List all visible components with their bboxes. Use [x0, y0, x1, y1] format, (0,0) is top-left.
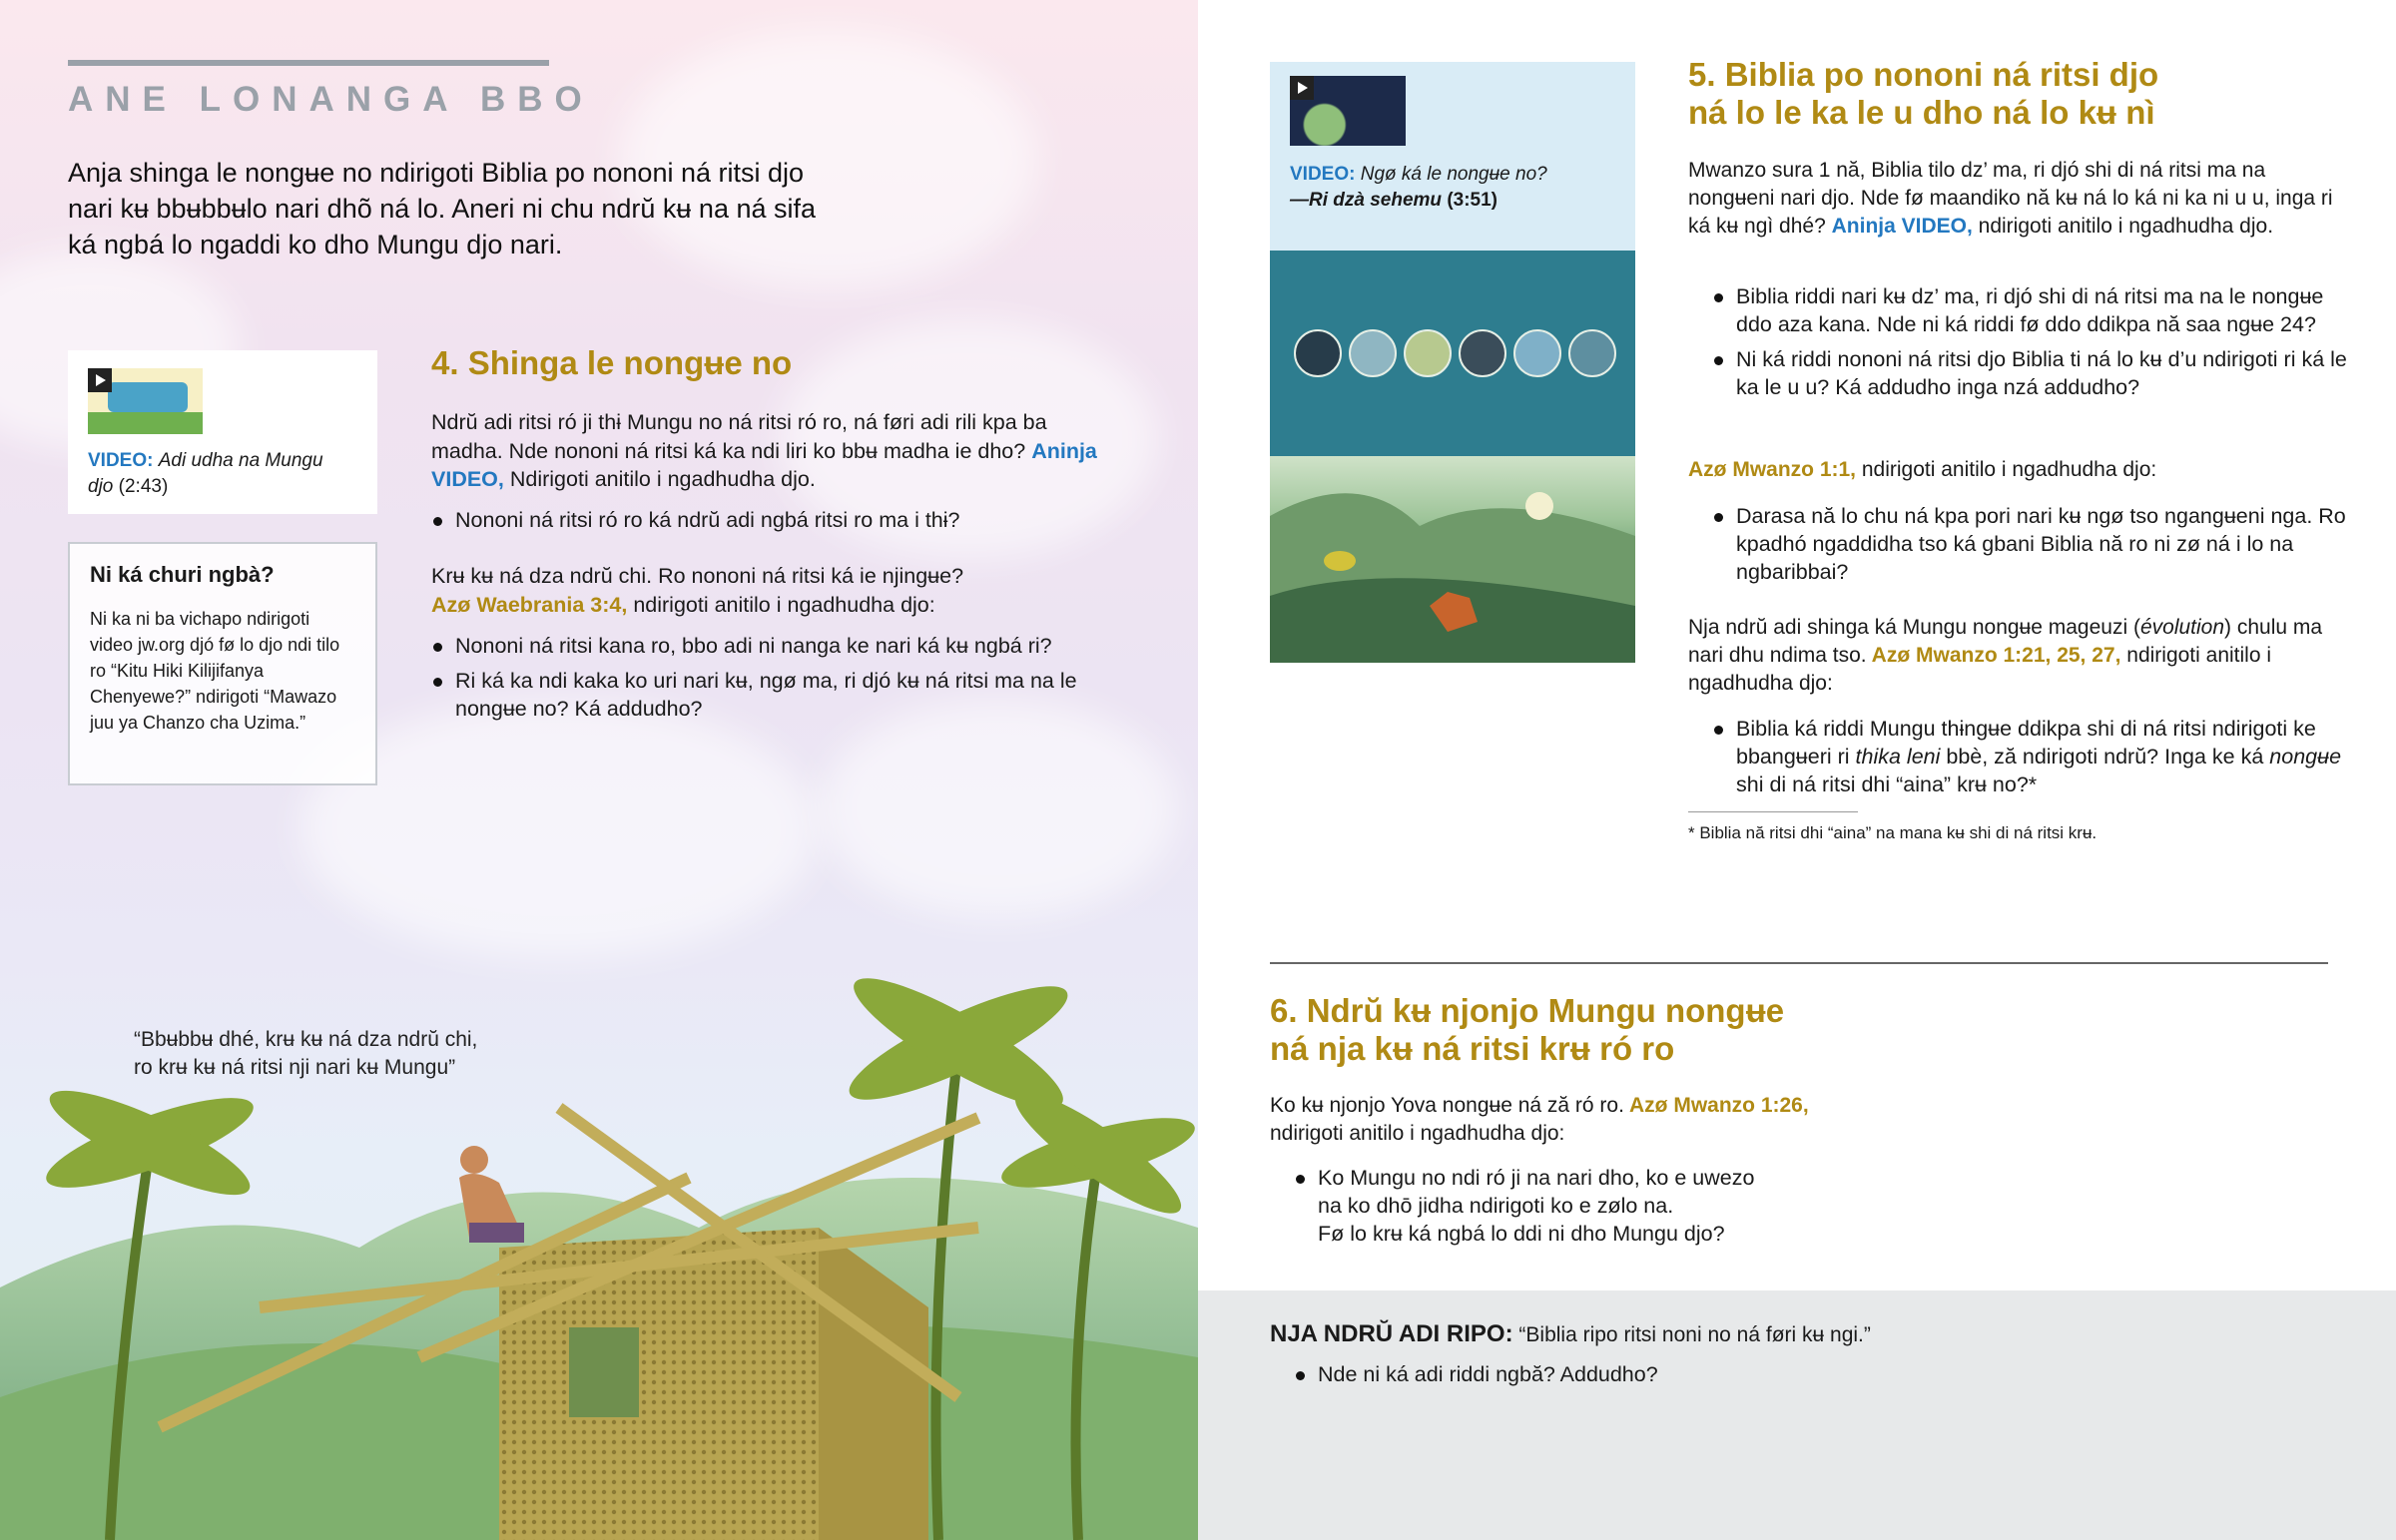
- creation-days-panel: [1270, 251, 1635, 456]
- section-5-title: [1688, 56, 2347, 132]
- list-item: Nde ni ká adi riddi ngbă? Addudho?: [1294, 1360, 2192, 1388]
- summary-statement: [1270, 1320, 2268, 1348]
- section-6-bullets: [1294, 1164, 1933, 1255]
- paragraph-text: Krʉ kʉ ná dza ndrŭ chi. Ro nononi ná ritsi ká ie njingʉe?: [431, 564, 964, 588]
- section-divider: [1270, 962, 2328, 964]
- summary-quote: “Biblia ripo ritsi noni no ná føri kʉ ngi.”: [1512, 1323, 1871, 1346]
- video-card-header[interactable]: [1270, 62, 1635, 251]
- video-label: VIDEO:: [88, 450, 154, 471]
- illustration-quote: [134, 1026, 477, 1082]
- lesson-header-title: ANE LONANGA BBO: [68, 80, 594, 119]
- header-rule: [68, 60, 549, 66]
- paragraph-text: Ndrŭ adi ritsi ró ji thɨ Mungu no ná ritsi ró ro, ná føri adi rili kpa ba madha. Nde nononi ná ritsi ká ka ndi liri ko bbʉ madha ie dho?: [431, 410, 1047, 463]
- sidebox: [68, 542, 377, 785]
- paragraph-tail: ndirigoti anitilo i ngadhudha djo:: [1270, 1122, 1565, 1145]
- bullet-text: Biblia ká riddi Mungu thɨngʉe ddikpa shi di ná ritsi ndirigoti ke bbangʉeri ri: [1736, 717, 2316, 769]
- section-5-paragraph-2: [1688, 458, 2337, 482]
- list-item: Nononi ná ritsi kana ro, bbo adi ni nanga ke nari ká kʉ ngbá ri?: [431, 632, 1130, 660]
- quote-line: ro krʉ kʉ ná ritsi nji nari kʉ Mungu”: [134, 1056, 456, 1079]
- list-item: Ri ká ka ndi kaka ko uri nari kʉ, ngø ma, ri djó kʉ ná ritsi ma na le nongʉe no? Ká addudho?: [431, 667, 1130, 723]
- section-5-paragraph-3: [1688, 614, 2337, 698]
- play-icon[interactable]: [88, 368, 112, 392]
- hut-building-illustration: [0, 928, 1198, 1540]
- video-title: Ngø ká le nongʉe no?: [1360, 164, 1547, 185]
- bullet-line: na ko dhō jidha ndirigoti ko e zølo na.: [1318, 1194, 1674, 1218]
- footnote-rule: [1688, 811, 1858, 812]
- video-subtitle: —Ri dzà sehemu: [1290, 190, 1443, 211]
- video-card-2[interactable]: [1270, 62, 1635, 663]
- section-4-bullets-1: [431, 506, 1130, 541]
- summary-box: [1198, 1290, 2396, 1540]
- list-item: Ni ká riddi nononi ná ritsi djo Biblia ti ná lo kʉ d’u ndirigoti ri ká le ka le u u? Ká addudho inga nzá addudho?: [1712, 345, 2351, 401]
- bullet-text: bbè, ză ndirigoti ndrŭ? Inga ke ká: [1940, 745, 2270, 769]
- section-4-paragraph-2: [431, 562, 1120, 619]
- video-duration: (3:51): [1447, 190, 1498, 211]
- video-link[interactable]: Aninja VIDEO,: [431, 438, 1097, 491]
- scripture-link[interactable]: Azø Mwanzo 1:26,: [1623, 1094, 1809, 1117]
- sidebox-text: Ni ka ni ba vichapo ndirigoti video jw.org djó fø lo djo ndi tilo ro “Kitu Hiki Kilijifanya Chenyewe?” ndirigoti “Mawazo juu ya Chanzo cha Uzima.”: [90, 609, 340, 733]
- bullet-text: shi di ná ritsi dhi “aina” krʉ no?*: [1736, 772, 2038, 796]
- title-line: ná lo le ka le u dho ná lo kʉ nì: [1688, 94, 2155, 131]
- play-icon[interactable]: [1290, 76, 1314, 100]
- section-5-bullets-2: [1712, 502, 2351, 593]
- paragraph-tail: ndirigoti anitilo i ngadhudha djo.: [1972, 215, 2274, 238]
- video-caption: [88, 448, 347, 500]
- title-line: 6. Ndrŭ kʉ njonjo Mungu nongʉe: [1270, 992, 1785, 1029]
- video-title: Adi udha na Mungu djo: [88, 450, 323, 497]
- paragraph-tail: Ndirigoti anitilo i ngadhudha djo.: [503, 467, 816, 491]
- footnote: * Biblia nă ritsi dhi “aina” na mana kʉ shi di ná ritsi krʉ.: [1688, 823, 2097, 842]
- paragraph-tail: ndirigoti anitilo i ngadhudha djo:: [627, 592, 935, 617]
- section-6-title: [1270, 992, 1969, 1068]
- bullet-line: Ko Mungu no ndi ró ji na nari dho, ko e uwezo: [1318, 1166, 1755, 1190]
- title-line: ná nja kʉ ná ritsi krʉ ró ro: [1270, 1030, 1675, 1067]
- italic-term: évolution: [2139, 616, 2225, 639]
- section-4-title: 4. Shinga le nongʉe no: [431, 344, 793, 381]
- intro-paragraph: Anja shinga le nongʉe no ndirigoti Biblia po nononi ná ritsi djo nari kʉ bbʉbbʉlo nari dhõ ná lo. Aneri ni chu ndrŭ kʉ na ná sifa ká ngbá lo ngaddi ko dho Mungu djo nari.: [68, 158, 817, 259]
- quote-line: “Bbʉbbʉ dhé, krʉ kʉ ná dza ndrŭ chi,: [134, 1028, 478, 1051]
- italic-term: thika leni: [1855, 745, 1941, 769]
- video-thumbnail[interactable]: [1290, 76, 1406, 146]
- video-label: VIDEO:: [1290, 164, 1356, 185]
- title-line: 5. Biblia po nononi ná ritsi djo: [1688, 56, 2159, 93]
- sidebox-title: Ni ká churi ngbà?: [90, 562, 275, 587]
- section-5-paragraph-1: [1688, 157, 2337, 241]
- landscape-fox-illustration: [1270, 456, 1635, 663]
- list-item: [1712, 715, 2361, 798]
- list-item: Darasa nă lo chu ná kpa pori nari kʉ ngø tso ngangʉeni nga. Ro kpadhó ngaddidha tso ká gbani Biblia nă ro ni zø ná i lo na ngbaribbai?: [1712, 502, 2351, 586]
- scripture-link[interactable]: Azø Mwanzo 1:1,: [1688, 458, 1857, 481]
- video-duration: (2:43): [118, 476, 169, 497]
- video-card-1[interactable]: [68, 350, 377, 514]
- list-item: Biblia riddi nari kʉ dz’ ma, ri djó shi di ná ritsi ma na le nongʉe ddo aza kana. Nde ni ká riddi fø ddo ddikpa nă saa ngʉe 24?: [1712, 282, 2351, 338]
- paragraph-text: Nja ndrŭ adi shinga ká Mungu nongʉe mageuzi (: [1688, 616, 2140, 639]
- paragraph-text: Ko kʉ njonjo Yova nongʉe ná ză ró ro.: [1270, 1094, 1624, 1117]
- scripture-link[interactable]: Azø Waebrania 3:4,: [431, 592, 628, 617]
- paragraph-text: Mwanzo sura 1 nă, Biblia tilo dz’ ma, ri djó shi di ná ritsi ma na nongʉeni nari djo. Nde fø maandiko nă kʉ ná lo ká ni ka ni u u, inga ri ká kʉ ngì dhé?: [1688, 159, 2333, 238]
- paragraph-tail: ndirigoti anitilo i ngadhudha djo:: [1856, 458, 2157, 481]
- bullet-line: Fø lo krʉ ká ngbá lo ddi ni dho Mungu djo?: [1318, 1222, 1725, 1246]
- scripture-link[interactable]: Azø Mwanzo 1:21, 25, 27,: [1866, 644, 2121, 667]
- summary-lead: NJA NDRŬ ADI RIPO:: [1270, 1320, 1513, 1347]
- italic-term: nongʉe: [2269, 745, 2342, 769]
- section-4-paragraph-1: [431, 408, 1120, 494]
- video-thumbnail[interactable]: [88, 368, 203, 434]
- section-5-bullets-1: [1712, 282, 2351, 408]
- paragraph-tail: ndirigoti anitilo i ngadhudha djo:: [1688, 644, 2272, 695]
- video-link[interactable]: Aninja VIDEO,: [1831, 215, 1973, 238]
- summary-bullets: [1294, 1360, 2192, 1395]
- video-caption: [1290, 162, 1619, 214]
- paragraph-text: ) chulu ma nari dhu ndima tso.: [1688, 616, 2323, 667]
- section-6-paragraph: [1270, 1092, 1969, 1148]
- list-item: Nononi ná ritsi ró ro ká ndrŭ adi ngbá ritsi ro ma i thɨ?: [431, 506, 1130, 534]
- list-item: [1294, 1164, 1933, 1248]
- section-5-bullets-3: [1712, 715, 2361, 805]
- section-4-bullets-2: [431, 632, 1130, 730]
